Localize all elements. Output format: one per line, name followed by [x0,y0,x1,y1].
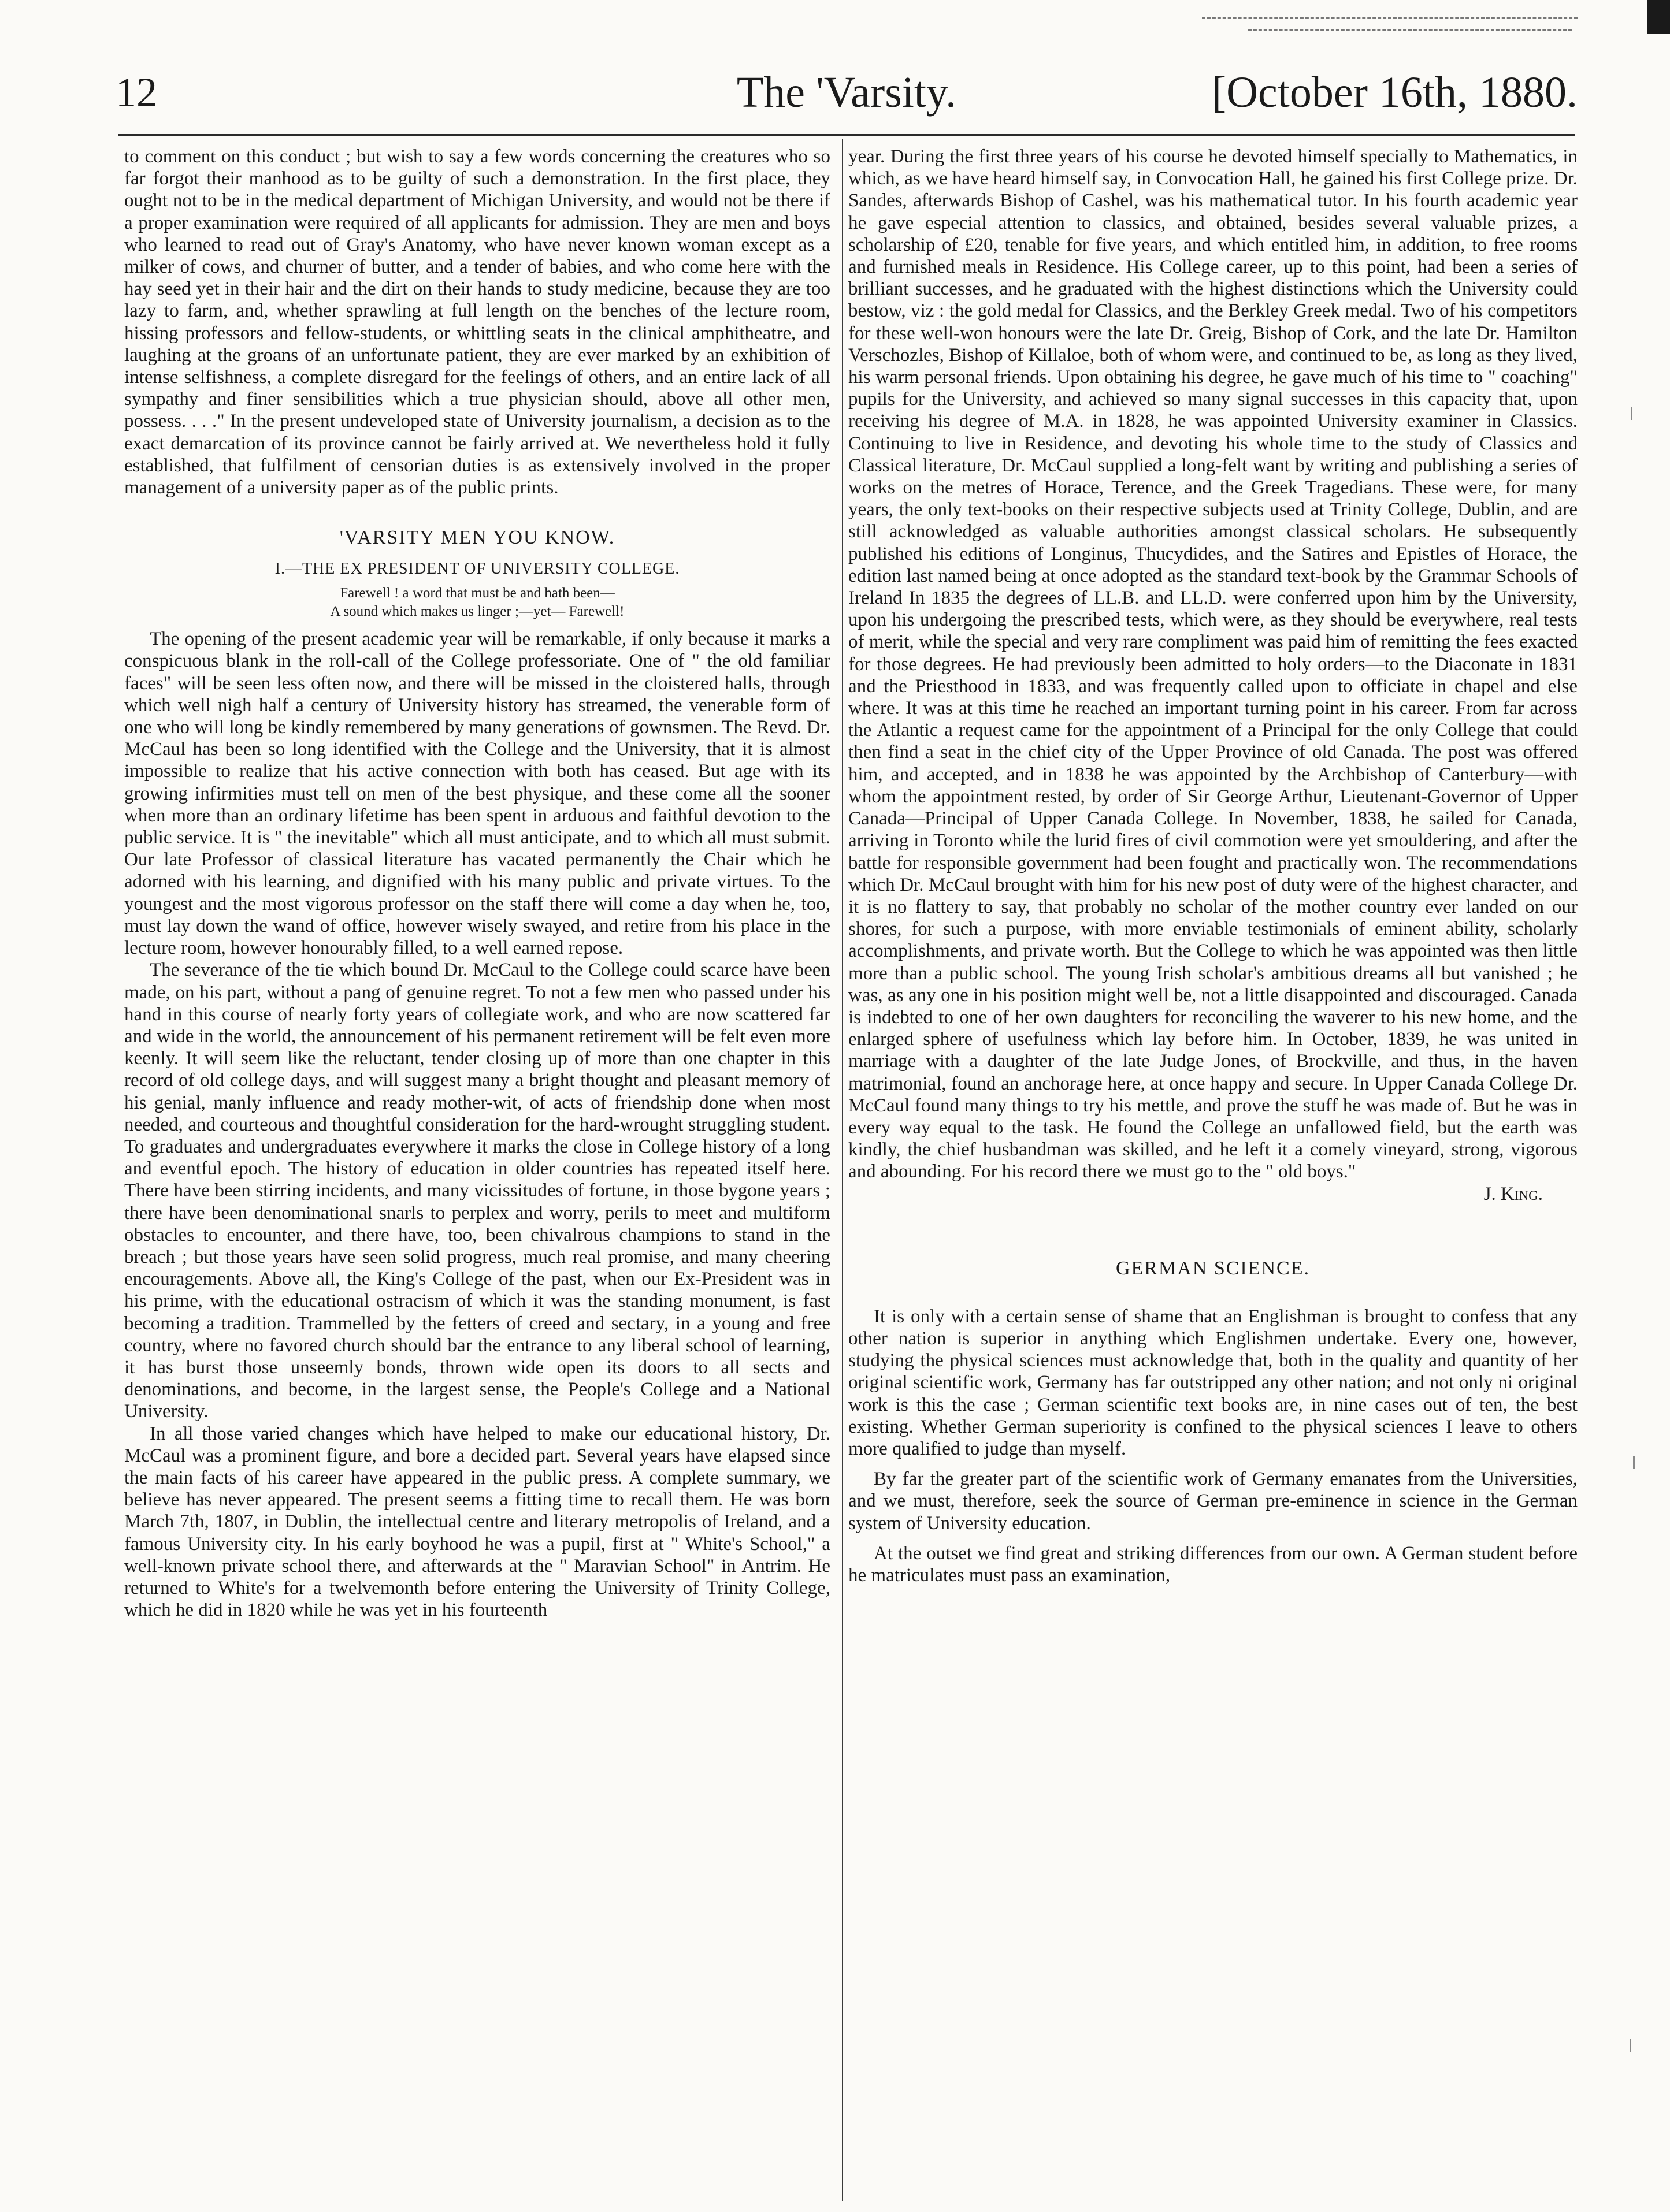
right-column [848,146,1578,2202]
margin-mark [1631,407,1632,420]
article-paragraph: The opening of the present academic year will be remarkable, if only because it marks a conspicuous blank in the roll-call of the College professoriate. One of " the old familiar faces" will be seen less often now, and there will be missed in the cloistered halls, through which well nigh half a century of University history has streamed, the venerable form of one who will long be kindly remembered by many generations of gownsmen. The Revd. Dr. McCaul has been so long identified with the College and the University, that it is almost impossible to realize that his active connection with both has ceased. But age with its growing infirmities must tell on men of the best physique, and these come all the sooner when more than an ordinary lifetime has been spent in arduous and faithful devotion to the public service. It is " the inevitable" which all must anticipate, and to which all must submit. Our late Professor of classical literature has vacated permanently the Chair which he adorned with his learning, and dignified with his many public and private virtues. To the youngest and the most vigorous professor on the staff there will come a day when he, too, must lay down the wand of office, however wisely swayed, and retire from his place in the lecture room, however honourably filled, to a well earned repose. [124,629,830,959]
author-signoff: J. King. [1483,1183,1543,1204]
scan-edge-mark [1202,17,1578,19]
article-paragraph: It is only with a certain sense of shame that an Englishman is brought to confess that any other nation is superior in anything which Englishmen undertake. Every one, however, studying the physical sciences must acknowledge that, both in the quality and quantity of her original scientific work, Germany has far outstripped any other nation; and not only ni original work is this the case ; German scientific text books are, in nine cases out of ten, the best existing. Whether German superiority is confined to the physical sciences I leave to others more qualified to judge than myself. [848,1306,1578,1459]
article-paragraph: The severance of the tie which bound Dr. McCaul to the College could scarce have been made, on his part, without a pang of genuine regret. To not a few men who passed under his hand in this course of nearly forty years of collegiate work, and who are now scattered far and wide in the world, the announcement of his permanent retirement will be felt even more keenly. It will seem like the reluctant, tender closing up of more than one chapter in this record of old college days, and will suggest many a bright thought and pleasant memory of his genial, manly influence and ready mother-wit, of acts of friendship done when most needed, and courteous and thoughtful consideration for the hard-wrought struggling student. To graduates and undergraduates everywhere it marks the close in College history of a long and eventful epoch. The history of education in older countries has repeated itself here. There have been stirring incidents, and many vicissitudes of fortune, in those bygone years ; there have been denominational snarls to perplex and worry, perils to meet and multiform obstacles to encounter, and there have, too, been chivalrous champions to stand in the breach ; but those years have seen solid progress, much real promise, and many cheering encouragements. Above all, the King's College of the past, when our Ex-President was in his prime, with the educational ostracism of which it was the standing monument, is fast becoming a tradition. Trammelled by the fetters of creed and sectary, in a young and free country, where no favored church should bar the entrance to any liberal school of learning, it has burst those unseemly bonds, thrown wide open its doors to all sects and denominations, and become, in the largest sense, the People's College and a National University. [124,960,830,1422]
column-divider [842,139,843,2201]
epigraph-line: A sound which makes us linger ;—yet— Farewell! [330,604,625,620]
article-paragraph: year. During the first three years of his course he devoted himself specially to Mathematics, in which, as we have heard himself say, in Convocation Hall, he gained his first College prize. Dr. Sandes, afterwards Bishop of Cashel, was his mathematical tutor. In his fourth academic year he gave especial attention to classics, and obtained, besides several valuable prizes, a scholarship of £20, tenable for five years, and which entitled him, in addition, to free rooms and furnished meals in Residence. His College career, up to this point, had been a series of brilliant successes, and he graduated with the highest distinctions which the University could bestow, viz : the gold medal for Classics, and the Berkley Greek medal. Two of his competitors for these well-won honours were the late Dr. Greig, Bishop of Cork, and the late Dr. Hamilton Verschozles, Bishop of Killaloe, both of whom were, and continued to be, as long as they lived, his warm personal friends. Upon obtaining his degree, he gave much of his time to " coaching" pupils for the University, and achieved so many signal successes in this capacity that, upon receiving his degree of M.A. in 1828, he was appointed University examiner in Classics. Continuing to live in Residence, and devoting his whole time to the study of Classics and Classical literature, Dr. McCaul supplied a long-felt want by writing and publishing a series of works on the metres of Horace, Terence, and the Greek Tragedians. These were, for many years, the only text-books on their respective subjects used at Trinity College, Dublin, and are still acknowledged as valuable authorities amongst classical scholars. He subsequently published his editions of Longinus, Thucydides, and the Satires and Epistles of Horace, the edition last named being at once adopted as the standard text-book by the Grammar Schools of Ireland In 1835 the degrees of LL.B. and LL.D. were conferred upon him by the University, upon his undergoing the prescribed tests, which were, as they should be everywhere, real tests of merit, while the special and very rare compliment was paid him of remitting the fees exacted for those degrees. He had previously been admitted to holy orders—to the Diaconate in 1831 and the Priesthood in 1833, and was frequently called upon to officiate in chapel and else where. It was at this time he reached an important turning point in his career. From far across the Atlantic a request came for the appointment of a Principal for the only College that could then find a seat in the chief city of the Upper Province of old Canada. The post was offered him, and accepted, and in 1838 he was appointed by the Archbishop of Canterbury—with whom the appointment rested, by order of Sir George Arthur, Lieutenant-Governor of Upper Canada—Principal of Upper Canada College. In November, 1838, he sailed for Canada, arriving in Toronto while the lurid fires of civil commotion were yet smouldering, and after the battle for responsible government had been fought and practically won. The recommendations which Dr. McCaul brought with him for his new post of duty were of the highest character, and it is no flattery to say, that probably no scholar of the mother country ever landed on our shores, for such a purpose, with more enviable testimonials of eminent ability, scholarly accomplishments, and private worth. But the College to which he was appointed was then little more than a public school. The young Irish scholar's ambitious dreams all but vanished ; he was, as any one in his position might well be, not a little disappointed and discouraged. Canada is indebted to one of her own daughters for reconciling the waverer to his new home, and the enlarged sphere of usefulness which lay before him. In October, 1839, he was united in marriage with a daughter of the late Judge Jones, of Brockville, and thus, in the haven matrimonial, found an anchorage here, at once happy and secure. In Upper Canada College Dr. McCaul found many things to try his mettle, and prove the stuff he was made of. But he was in every way equal to the task. He found the College an unfallowed field, but the earth was kindly, the chief husbandman was skilled, and he left it a comely vineyard, strong, vigorous and abounding. For his record there we must go to the " old boys." [848,146,1578,1183]
header-rule [118,134,1575,136]
article-paragraph: At the outset we find great and striking differences from our own. A German student before he matriculates must pass an examination, [848,1542,1578,1586]
page-number: 12 [116,69,157,116]
article-paragraph: In all those varied changes which have helped to make our educational history, Dr. McCaul was a prominent figure, and bore a decided part. Several years have elapsed since the main facts of his career have appeared in the public press. A complete summary, we believe has never appeared. The present seems a fitting time to recall them. He was born March 7th, 1807, in Dublin, the intellectual centre and literary metropolis of Ireland, and a famous University city. In his early boyhood he was a pupil, first at " White's School," a well-known private school there, and afterwards at the " Maravian School" in Antrim. He returned to White's for a twelvemonth before entering the University of Trinity College, which he did in 1820 while he was yet in his fourteenth [124,1423,830,1621]
section-title: 'VARSITY MEN YOU KNOW. [339,527,615,549]
article-continuation: to comment on this conduct ; but wish to say a few words concerning the creatures who so far forgot their manhood as to be guilty of such a demonstration. In the first place, they ought not to be in the medical department of Michigan University, and would not be there if a proper examination were required of all applicants for admission. They are men and boys who learned to read out of Gray's Anatomy, who have never known woman except as a milker of cows, and churner of butter, and a tender of babies, and who come here with the hay seed yet in their hair and the dirt on their hands to study medicine, because they are too lazy to farm, and, whether sprawling at full length on the benches of the lecture room, hissing professors and fellow-students, or whittling seats in the clinical amphitheatre, and laughing at the groans of an unfortunate patient, they are ever marked by an exhibition of intense selfishness, a complete disregard for the feelings of others, and an entire lack of all sympathy and finer sensibilities which a true physician should, above all other men, possess. . . ." In the present undeveloped state of University journalism, a decision as to the exact demarcation of its province cannot be fairly arrived at. We nevertheless hold it fully established, that fulfilment of censorian duties is as extensively involved in the proper management of a university paper as of the public prints. [124,146,830,499]
section-subtitle: I.—THE EX PRESIDENT OF UNIVERSITY COLLEGE. [274,560,680,578]
scan-corner-mark [1647,0,1670,34]
article-paragraph: By far the greater part of the scientific work of Germany emanates from the Universities, and we must, therefore, seek the source of German pre-eminence in science in the German system of University education. [848,1469,1578,1534]
newspaper-title: The 'Varsity. [736,68,957,117]
masthead [116,61,1578,124]
section-title: GERMAN SCIENCE. [1115,1257,1311,1279]
issue-date: [October 16th, 1880. [1211,68,1578,117]
epigraph-line: Farewell ! a word that must be and hath been— [340,585,615,601]
margin-mark [1633,1456,1635,1469]
margin-mark [1630,2039,1631,2052]
scan-edge-mark [1248,29,1572,31]
left-column [124,146,830,2202]
